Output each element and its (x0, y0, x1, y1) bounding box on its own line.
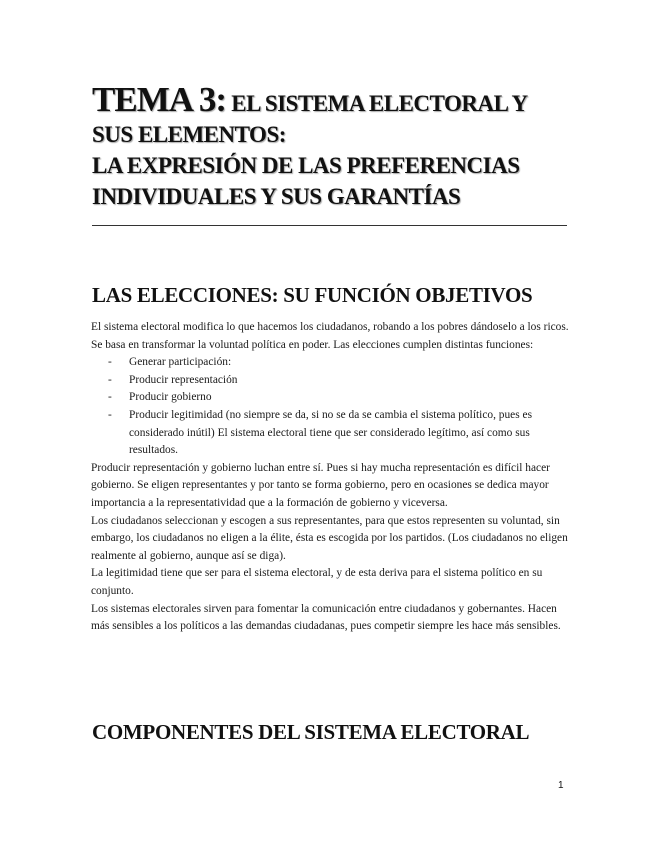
section-heading-componentes: COMPONENTES DEL SISTEMA ELECTORAL (92, 720, 530, 744)
functions-list (91, 354, 571, 460)
list-item: - Producir legitimidad (no siempre se da, si no se da se cambia el sistema político, pues es considerado inútil) El sistema electoral tiene que ser considerado legítimo, así como sus resultados. (91, 407, 571, 460)
title-line-2: SUS ELEMENTOS: (92, 122, 286, 147)
paragraph-legitimidad: La legitimidad tiene que ser para el sistema electoral, y de esta deriva para el sistema político en su conjunto. (91, 567, 543, 597)
title-line-3: LA EXPRESIÓN DE LAS PREFERENCIAS (92, 153, 520, 178)
section-heading-elecciones: LAS ELECCIONES: SU FUNCIÓN OBJETIVOS (92, 283, 533, 307)
section-body-elecciones (91, 319, 571, 636)
intro-paragraph: El sistema electoral modifica lo que hacemos los ciudadanos, robando a los pobres dándoselo a los ricos. Se basa en transformar la voluntad política en poder. Las elecciones cumplen distintas funciones: (91, 321, 569, 351)
paragraph-ciudadanos: Los ciudadanos seleccionan y escogen a sus representantes, para que estos representen su voluntad, sin embargo, los ciudadanos no eligen a la élite, ésta es escogida por los partidos. (Los ciudadanos no eligen realmente al gobierno, aunque así se diga). (91, 514, 568, 562)
title-line-4: INDIVIDUALES Y SUS GARANTÍAS (92, 184, 461, 209)
list-item: - Producir representación (91, 372, 571, 390)
list-item: - Producir gobierno (91, 389, 571, 407)
title-line-1 (92, 80, 567, 119)
title-underline-rule (92, 225, 567, 226)
paragraph-representacion: Producir representación y gobierno luchan entre sí. Pues si hay mucha representación es difícil hacer gobierno. Se eligen representantes y por tanto se forma gobierno, pero en ocasiones se dedica mayor importancia a la representatividad que a la formación de gobierno y viceversa. (91, 461, 550, 509)
title-line-1-rest: EL SISTEMA ELECTORAL Y (225, 91, 528, 116)
document-title (92, 80, 567, 212)
page-number: 1 (558, 780, 564, 791)
paragraph-comunicacion: Los sistemas electorales sirven para fomentar la comunicación entre ciudadanos y gobernantes. Hacen más sensibles a los políticos a las demandas ciudadanas, pues competir siempre les hace más sensibles. (91, 602, 561, 633)
list-item: - Generar participación: (91, 354, 571, 372)
title-topic-number: TEMA 3: (92, 80, 226, 119)
